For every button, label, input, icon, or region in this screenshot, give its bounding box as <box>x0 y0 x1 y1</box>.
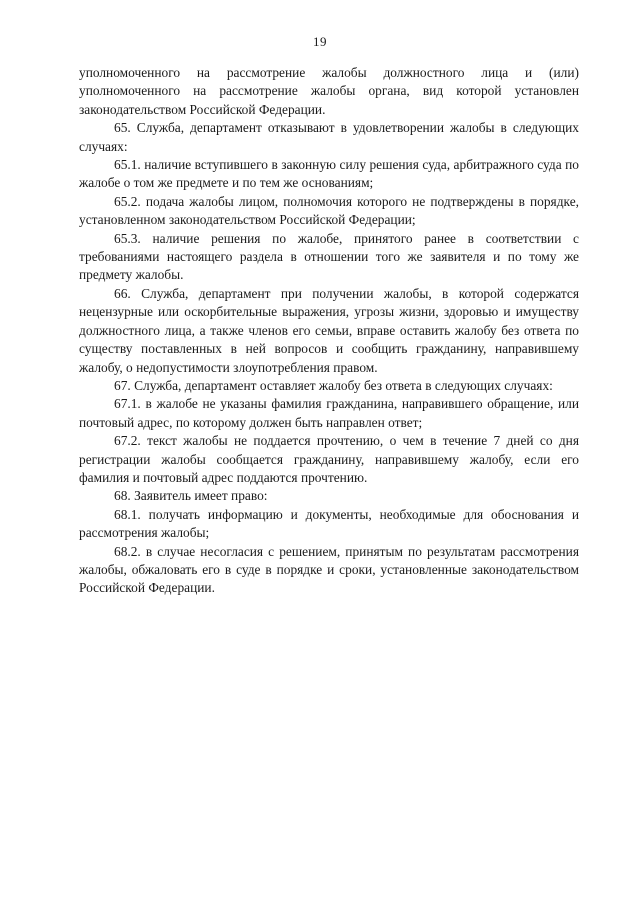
paragraph-65-1: 65.1. наличие вступившего в законную силу решения суда, арбитражного суда по жалобе о том же предмете и по тем же основаниям; <box>79 157 579 191</box>
page-number: 19 <box>313 34 327 49</box>
paragraph-continuation: уполномоченного на рассмотрение жалобы должностного лица и (или) уполномоченного на рассмотрение жалобы органа, вид которой установлен законодательством Российской Федерации. <box>79 65 579 117</box>
document-body <box>79 64 579 598</box>
paragraph-68-2: 68.2. в случае несогласия с решением, принятым по результатам рассмотрения жалобы, обжаловать его в суде в порядке и сроки, установленные законодательством Российской Федерации. <box>79 543 579 596</box>
paragraph-68: 68. Заявитель имеет право: <box>114 488 268 504</box>
paragraph-67-1: 67.1. в жалобе не указаны фамилия гражданина, направившего обращение, или почтовый адрес, по которому должен быть направлен ответ; <box>79 396 579 430</box>
paragraph-65: 65. Служба, департамент отказывают в удовлетворении жалобы в следующих случаях: <box>79 120 579 154</box>
paragraph-67: 67. Служба, департамент оставляет жалобу без ответа в следующих случаях: <box>114 377 553 393</box>
paragraph-68-1: 68.1. получать информацию и документы, необходимые для обоснования и рассмотрения жалобы; <box>79 506 579 541</box>
paragraph-65-2: 65.2. подача жалобы лицом, полномочия которого не подтверждены в порядке, установленном законодательством Российской Федерации; <box>79 193 579 228</box>
paragraph-66: 66. Служба, департамент при получении жалобы, в которой содержатся нецензурные или оскорбительные выражения, угрозы жизни, здоровью и имуществу должностного лица, а также членов его семьи, вправе оставить жалобу без ответа по существу поставленных в ней вопросов и сообщить гражданину, направившему жалобу, о недопустимости злоупотребления правом. <box>79 285 579 375</box>
paragraph-65-3: 65.3. наличие решения по жалобе, принятого ранее в соответствии с требованиями настоящего раздела в отношении того же заявителя и по тому же предмету жалобы. <box>79 230 579 283</box>
paragraph-67-2: 67.2. текст жалобы не поддается прочтению, о чем в течение 7 дней со дня регистрации жалобы сообщается гражданину, направившему жалобу, если его фамилия и почтовый адрес поддаются прочтению. <box>79 433 579 485</box>
